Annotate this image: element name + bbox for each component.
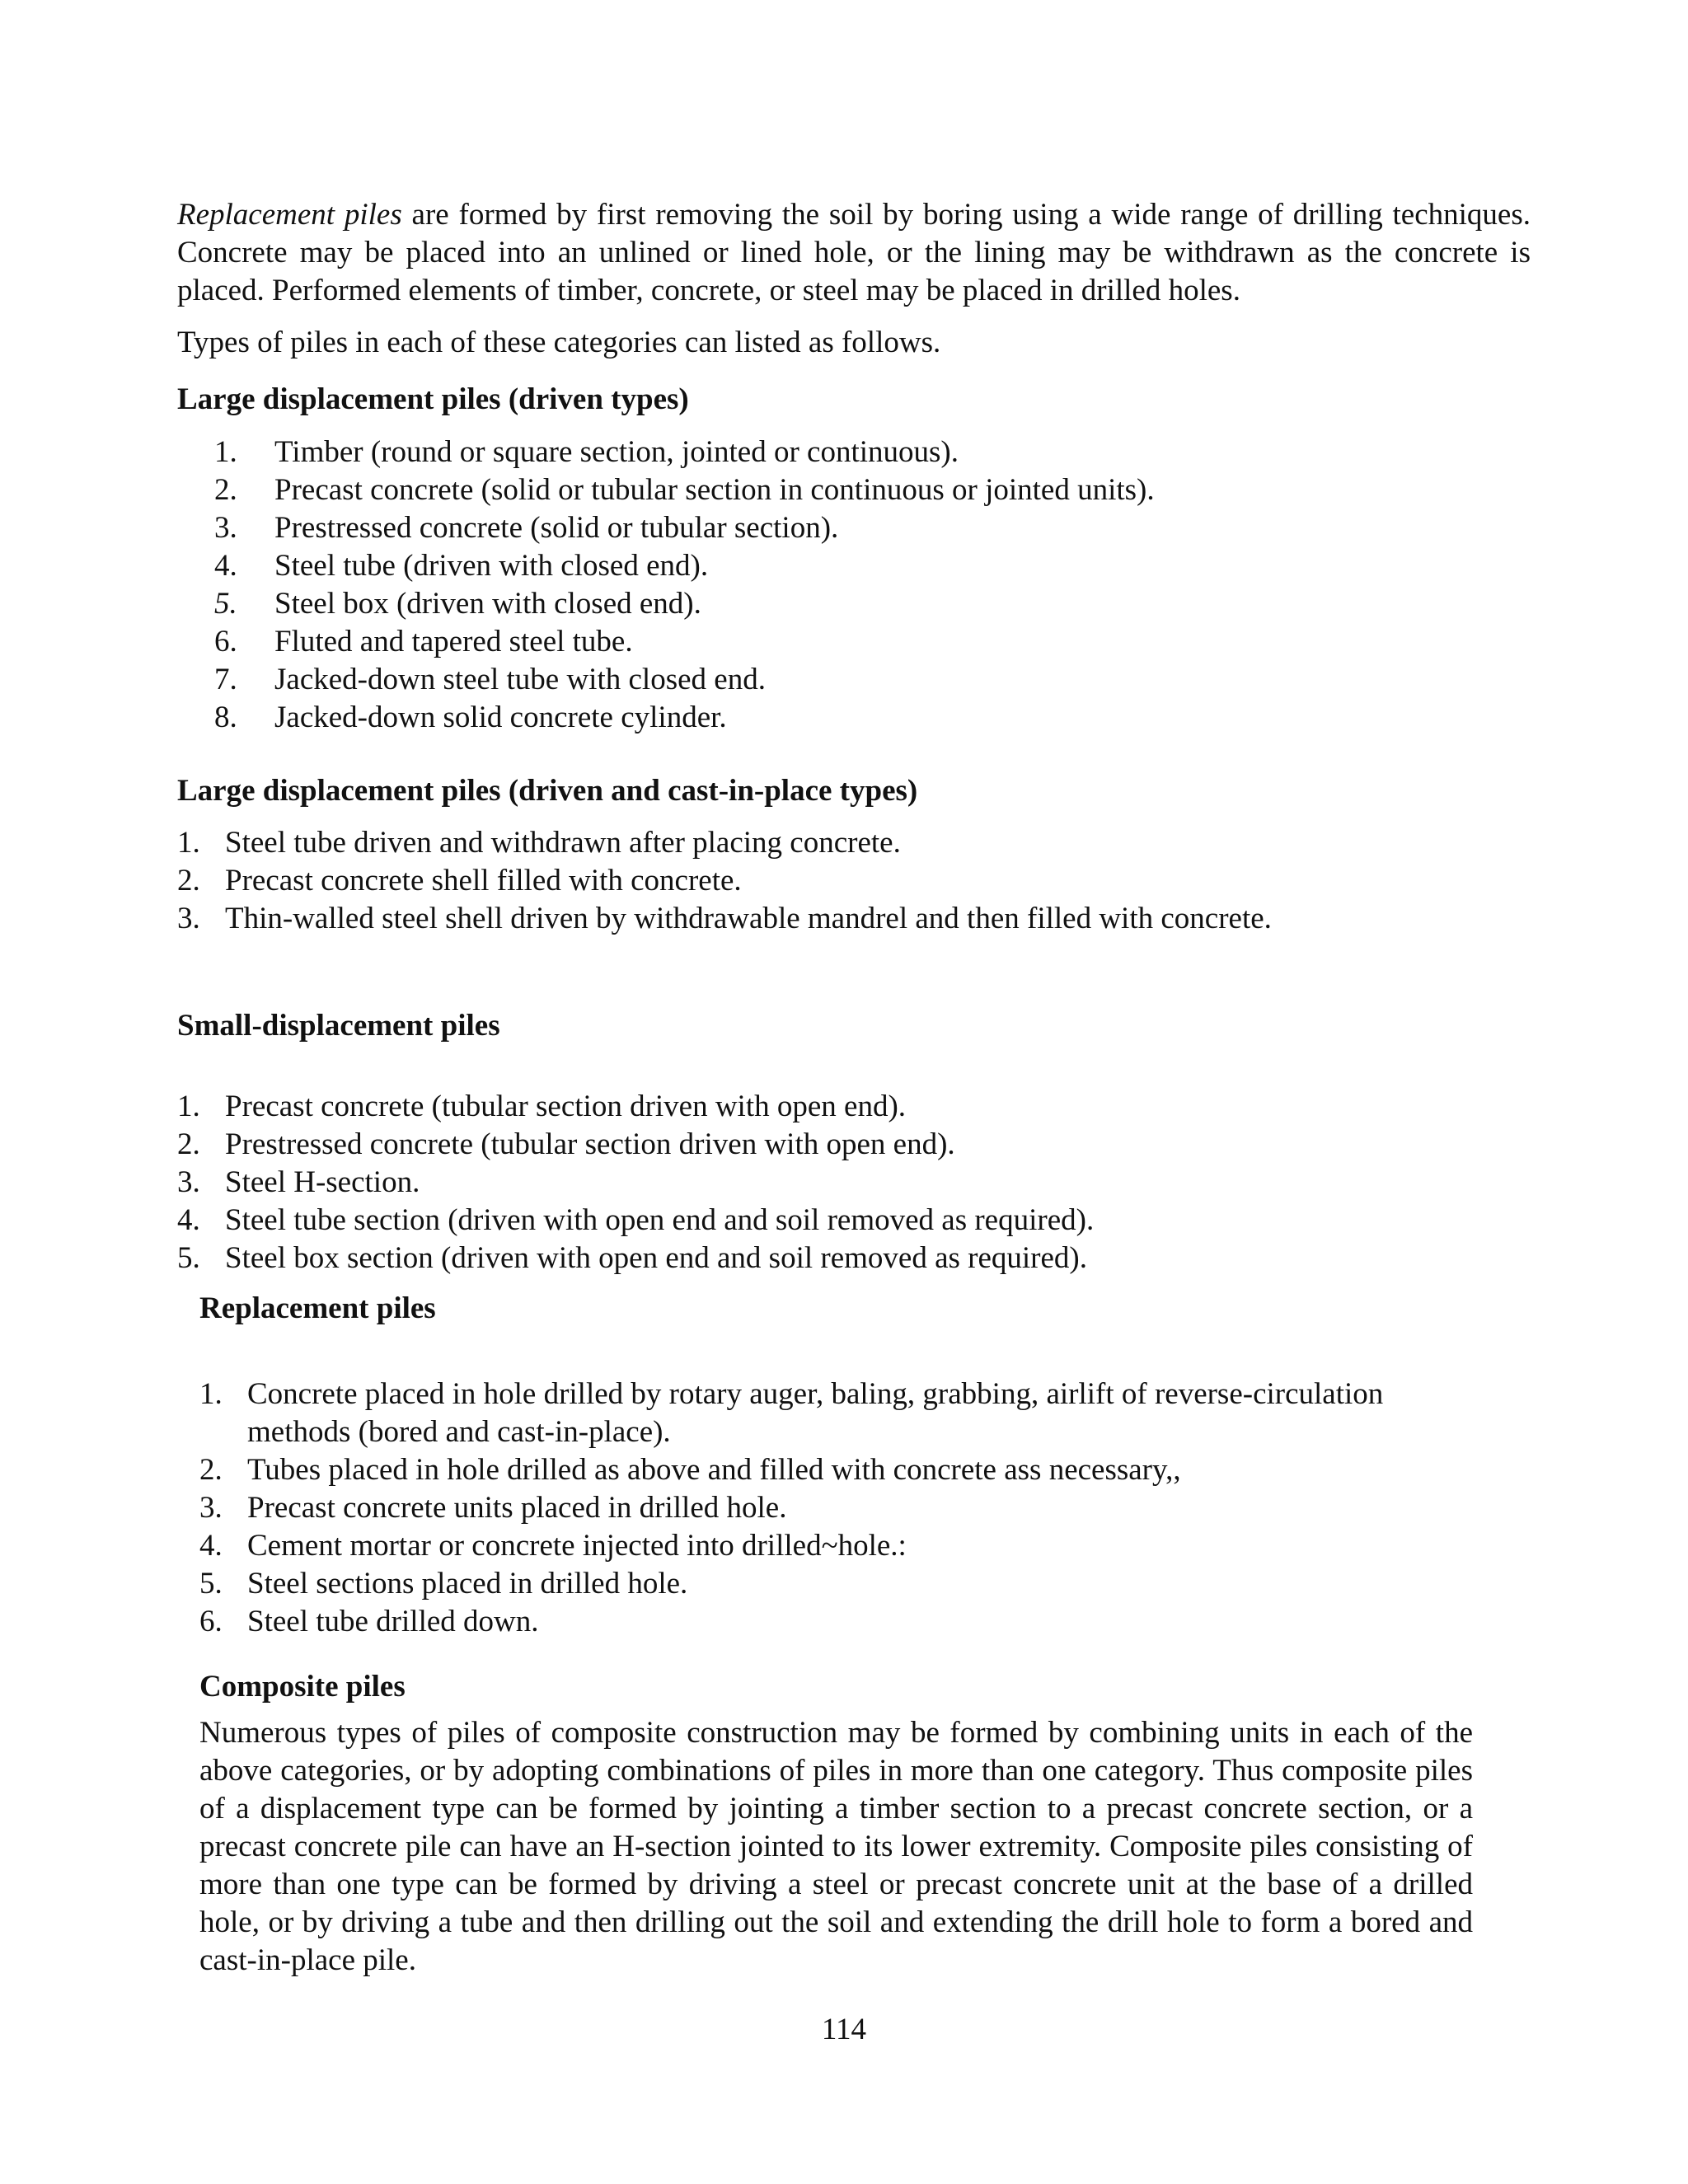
item-number: 1.	[177, 1090, 200, 1123]
item-number: 4.	[214, 549, 237, 583]
list-item	[177, 1126, 1512, 1164]
intro-lead-italic: Replacement piles	[177, 198, 402, 232]
item-text: Steel H-section.	[225, 1165, 420, 1199]
item-text: Prestressed concrete (solid or tubular section).	[274, 511, 839, 545]
item-number: 1.	[214, 435, 237, 469]
list-item	[177, 1202, 1512, 1240]
item-text: Concrete placed in hole drilled by rotary auger, baling, grabbing, airlift of reverse-circulation methods (bored and cast-in-place).	[247, 1377, 1384, 1449]
item-text: Cement mortar or concrete injected into drilled~hole.:	[247, 1529, 907, 1563]
list-item	[177, 900, 1512, 938]
item-number: 2.	[177, 864, 200, 898]
item-text: Steel tube driven and withdrawn after placing concrete.	[225, 826, 901, 860]
item-number: 6.	[214, 625, 237, 658]
heading-composite: Composite piles	[199, 1670, 406, 1704]
composite-paragraph: Numerous types of piles of composite construction may be formed by combining units in each of the above categories, or by adopting combinations of piles in more than one category. Thus composite piles of a displacement type can be formed by jointing a timber section to a precast concrete section, or a precast concrete pile can have an H-section jointed to its lower extremity. Composite piles consisting of more than one type can be formed by driving a steel or precast concrete unit at the base of a drilled hole, or by driving a tube and then drilling out the soil and extending the drill hole to form a bored and cast-in-place pile.	[199, 1716, 1473, 1977]
list-item	[214, 623, 1500, 661]
item-number: 1.	[199, 1377, 223, 1411]
item-number: 7.	[214, 663, 237, 696]
item-number: 3.	[177, 1165, 200, 1199]
item-number: 5.	[214, 587, 237, 621]
item-text: Steel box section (driven with open end and soil removed as required).	[225, 1241, 1087, 1275]
list-item	[199, 1489, 1473, 1527]
item-number: 5.	[177, 1241, 200, 1275]
list-item	[177, 1088, 1512, 1126]
item-number: 4.	[199, 1529, 223, 1563]
list-item	[199, 1376, 1473, 1451]
item-text: Steel box (driven with closed end).	[274, 587, 701, 621]
item-number: 6.	[199, 1605, 223, 1638]
list-item	[214, 471, 1500, 509]
item-text: Steel sections placed in drilled hole.	[247, 1567, 688, 1601]
item-text: Steel tube drilled down.	[247, 1605, 539, 1638]
item-text: Precast concrete shell filled with concrete.	[225, 864, 742, 898]
list-large-cast	[177, 824, 1512, 938]
list-item	[214, 661, 1500, 699]
item-text: Steel tube (driven with closed end).	[274, 549, 709, 583]
list-replacement	[199, 1376, 1473, 1641]
item-number: 3.	[214, 511, 237, 545]
list-item	[177, 824, 1512, 862]
list-item	[177, 1164, 1512, 1202]
item-text: Precast concrete (tubular section driven with open end).	[225, 1090, 907, 1123]
intro-paragraph	[177, 196, 1531, 310]
item-text: Jacked-down solid concrete cylinder.	[274, 701, 727, 734]
item-number: 8.	[214, 701, 237, 734]
types-intro: Types of piles in each of these categories can listed as follows.	[177, 326, 941, 359]
list-large-driven	[214, 434, 1500, 737]
item-text: Steel tube section (driven with open end and soil removed as required).	[225, 1203, 1095, 1237]
item-number: 3.	[199, 1491, 223, 1525]
list-item	[177, 1240, 1512, 1277]
list-item	[214, 585, 1500, 623]
page-number: 114	[821, 2013, 867, 2046]
item-text: Precast concrete (solid or tubular section in continuous or jointed units).	[274, 473, 1155, 507]
list-item	[199, 1603, 1473, 1641]
intro-rest: are formed by first removing the soil by boring using a wide range of drilling techniques. Concrete may be placed into an unlined or lined hole, or the lining may be withdrawn as the concrete is placed. Performed elements of timber, concrete, or steel may be placed in drilled holes.	[177, 198, 1531, 307]
item-text: Timber (round or square section, jointed or continuous).	[274, 435, 959, 469]
item-text: Jacked-down steel tube with closed end.	[274, 663, 766, 696]
item-text: Prestressed concrete (tubular section driven with open end).	[225, 1127, 955, 1161]
item-text: Precast concrete units placed in drilled hole.	[247, 1491, 787, 1525]
list-item	[214, 699, 1500, 737]
list-item	[214, 434, 1500, 471]
item-number: 3.	[177, 902, 200, 935]
item-number: 1.	[177, 826, 200, 860]
item-number: 4.	[177, 1203, 200, 1237]
heading-replacement: Replacement piles	[199, 1291, 436, 1325]
item-text: Thin-walled steel shell driven by withdrawable mandrel and then filled with concrete.	[225, 902, 1272, 935]
list-item	[214, 509, 1500, 547]
list-small-displacement	[177, 1088, 1512, 1277]
heading-large-cast: Large displacement piles (driven and cast-in-place types)	[177, 774, 918, 808]
list-item	[177, 862, 1512, 900]
item-number: 5.	[199, 1567, 223, 1601]
list-item	[199, 1565, 1473, 1603]
item-number: 2.	[199, 1453, 223, 1487]
item-number: 2.	[177, 1127, 200, 1161]
item-text: Fluted and tapered steel tube.	[274, 625, 633, 658]
list-item	[199, 1527, 1473, 1565]
list-item	[214, 547, 1500, 585]
heading-large-driven: Large displacement piles (driven types)	[177, 382, 689, 416]
heading-small-displacement: Small-displacement piles	[177, 1009, 500, 1043]
item-number: 2.	[214, 473, 237, 507]
item-text: Tubes placed in hole drilled as above and filled with concrete ass necessary,,	[247, 1453, 1181, 1487]
list-item	[199, 1451, 1473, 1489]
